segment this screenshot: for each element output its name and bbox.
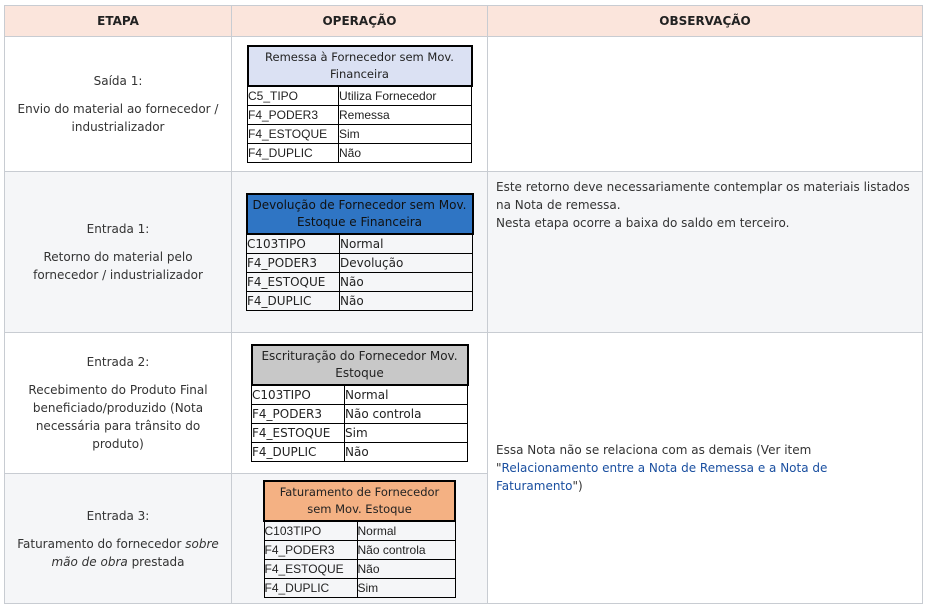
tes-table-row [247,254,473,273]
tes-table-title: Remessa à Fornecedor sem Mov. Financeira [248,46,472,86]
tes-value: Não [357,559,455,578]
tes-config-table [246,193,474,311]
tes-field: F4_DUPLIC [248,144,339,163]
tes-field: C103TIPO [264,521,357,541]
operacao-cell [232,333,488,474]
tes-field: F4_ESTOQUE [252,424,345,443]
tes-table-row [252,424,468,443]
etapa-cell [5,172,232,333]
tes-value: Sim [357,578,455,597]
tes-value: Não [340,273,473,292]
table-row [5,37,923,172]
tes-field: F4_DUPLIC [247,292,340,311]
operacao-cell [232,172,488,333]
tes-value: Não controla [357,540,455,559]
observacao-text [496,441,914,495]
etapa-desc-text: Faturamento do fornecedor [17,536,186,551]
tes-table-row [247,273,473,292]
tes-table-row [264,559,455,578]
observacao-text-end: ") [572,479,583,493]
tes-table-row [264,578,455,597]
etapa-desc-text: prestada [127,554,185,569]
operacao-cell [232,37,488,172]
tes-field: F4_PODER3 [264,540,357,559]
observacao-cell [488,333,923,604]
tes-field: C5_TIPO [248,86,339,106]
table-header-row [5,6,923,37]
tes-field: F4_ESTOQUE [264,559,357,578]
etapa-cell [5,333,232,474]
tes-field: F4_ESTOQUE [248,125,339,144]
tes-value: Não [345,443,468,462]
process-table-container [4,5,922,604]
relacionamento-link[interactable]: Relacionamento entre a Nota de Remessa e a Nota de Faturamento [496,461,828,493]
tes-field: C103TIPO [247,234,340,254]
tes-table-title: Escrituração do Fornecedor Mov. Estoque [252,345,468,385]
tes-table-row [247,292,473,311]
header-observacao: OBSERVAÇÃO [488,6,923,37]
tes-field: F4_DUPLIC [264,578,357,597]
tes-table-row [248,86,472,106]
table-row [5,333,923,474]
tes-field: F4_PODER3 [252,405,345,424]
etapa-description: Envio do material ao fornecedor / industrializador [17,102,219,134]
tes-value: Não [340,292,473,311]
tes-value: Sim [339,125,472,144]
tes-value: Devolução [340,254,473,273]
tes-value: Não controla [345,405,468,424]
tes-table-row [264,521,455,541]
tes-table-title: Devolução de Fornecedor sem Mov. Estoque e Financeira [247,194,473,234]
etapa-description: Retorno do material pelo fornecedor / industrializador [33,250,203,282]
header-etapa: ETAPA [5,6,232,37]
process-table [4,5,923,604]
tes-table-row [252,443,468,462]
tes-value: Sim [345,424,468,443]
etapa-cell [5,474,232,604]
etapa-description: Recebimento do Produto Final beneficiado/produzido (Nota necessária para trânsito do produto) [28,383,208,451]
tes-config-table [263,480,456,598]
tes-value: Normal [340,234,473,254]
tes-value: Normal [345,385,468,405]
etapa-title: Entrada 1: [86,222,150,236]
etapa-title: Entrada 3: [86,508,150,523]
tes-table-row [252,385,468,405]
tes-field: F4_PODER3 [248,106,339,125]
etapa-title: Saída 1: [93,74,143,88]
tes-field: F4_ESTOQUE [247,273,340,292]
tes-table-row [248,144,472,163]
tes-table-title: Faturamento de Fornecedor sem Mov. Estoque [264,481,455,521]
etapa-title: Entrada 2: [86,355,150,369]
observacao-cell [488,172,923,333]
tes-field: C103TIPO [252,385,345,405]
tes-value: Utiliza Fornecedor [339,86,472,106]
etapa-description [15,535,221,571]
observacao-text: Nesta etapa ocorre a baixa do saldo em terceiro. [496,216,790,230]
tes-field: F4_PODER3 [247,254,340,273]
tes-table-row [248,125,472,144]
tes-table-row [264,540,455,559]
observacao-cell [488,37,923,172]
tes-value: Normal [357,521,455,541]
tes-field: F4_DUPLIC [252,443,345,462]
header-operacao: OPERAÇÃO [232,6,488,37]
etapa-desc-italic: sobre mão de obra [51,536,219,569]
tes-table-row [247,234,473,254]
observacao-text-start: Essa Nota não se relaciona com as demais (Ver item " [496,443,812,475]
etapa-cell [5,37,232,172]
tes-config-table [251,344,469,462]
tes-config-table [247,45,473,163]
tes-table-row [252,405,468,424]
table-row [5,172,923,333]
tes-table-row [248,106,472,125]
operacao-cell [232,474,488,604]
tes-value: Remessa [339,106,472,125]
observacao-text: Este retorno deve necessariamente contemplar os materiais listados na Nota de remessa. [496,180,910,212]
tes-value: Não [339,144,472,163]
